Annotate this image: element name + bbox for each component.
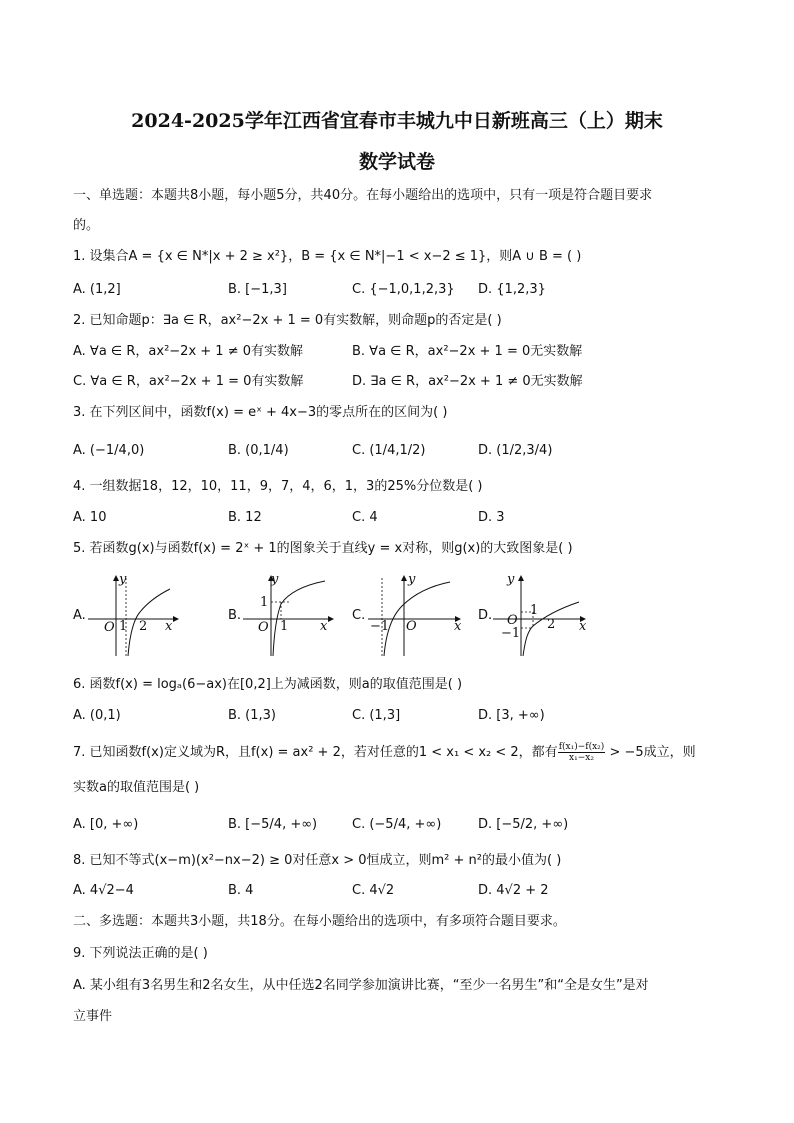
q2-option-b: B. ∀a ∈ R，ax²−2x + 1 = 0无实数解 bbox=[352, 344, 583, 359]
q5-option-d: D. bbox=[478, 608, 493, 623]
q5a-y-label: y bbox=[119, 572, 127, 587]
q5a-tick-2: 2 bbox=[139, 619, 148, 634]
q5a-tick-1: 1 bbox=[119, 619, 128, 634]
q5c-tick-neg1: −1 bbox=[370, 619, 390, 634]
q5b-x-label: x bbox=[320, 619, 328, 634]
q5d-origin: O bbox=[507, 613, 518, 628]
q9-option-a-cont: 立事件 bbox=[73, 1009, 113, 1024]
q7-option-a: A. [0, +∞) bbox=[73, 817, 139, 832]
q2-option-a: A. ∀a ∈ R，ax²−2x + 1 ≠ 0有实数解 bbox=[73, 344, 303, 359]
q7-fraction bbox=[558, 742, 606, 763]
q8-option-a: A. 4√2−4 bbox=[73, 883, 134, 898]
q3-option-a: A. (−1/4,0) bbox=[73, 443, 145, 458]
q5d-tick-x: 2 bbox=[547, 617, 556, 632]
q5-graph-c bbox=[368, 572, 468, 660]
q5-option-b: B. bbox=[228, 608, 242, 623]
q5-graph-b bbox=[243, 572, 343, 660]
q7-stem-line2: 实数a的取值范围是( ) bbox=[73, 780, 200, 795]
q5d-y-label: y bbox=[507, 572, 515, 587]
q4-option-c: C. 4 bbox=[352, 510, 378, 525]
q7-stem bbox=[73, 742, 696, 763]
q7-stem-pre: 7. 已知函数f(x)定义域为R，且f(x) = ax² + 2，若对任意的1 < x₁ < x₂ < 2，都有 bbox=[73, 745, 558, 760]
q2-option-d: D. ∃a ∈ R，ax²−2x + 1 ≠ 0无实数解 bbox=[352, 374, 583, 389]
q6-option-a: A. (0,1) bbox=[73, 708, 121, 723]
exam-subtitle: 数学试卷 bbox=[358, 151, 435, 173]
q9-stem: 9. 下列说法正确的是( ) bbox=[73, 946, 208, 961]
q8-option-c: C. 4√2 bbox=[352, 883, 395, 898]
q8-option-b: B. 4 bbox=[228, 883, 254, 898]
q6-option-d: D. [3, +∞) bbox=[478, 708, 545, 723]
q6-stem: 6. 函数f(x) = logₐ(6−ax)在[0,2]上为减函数，则a的取值范围是( ) bbox=[73, 677, 463, 692]
q5a-origin: O bbox=[104, 620, 115, 635]
section2-heading: 二、多选题：本题共3小题，共18分。在每小题给出的选项中，有多项符合题目要求。 bbox=[73, 914, 566, 929]
q1-stem: 1. 设集合A = {x ∈ N*|x + 2 ≥ x²}，B = {x ∈ N*|−1 < x−2 ≤ 1}，则A ∪ B = ( ) bbox=[73, 249, 582, 264]
q7-stem-post: > −5成立，则 bbox=[605, 745, 696, 760]
q2-stem: 2. 已知命题p：∃a ∈ R，ax²−2x + 1 = 0有实数解，则命题p的否定是( ) bbox=[73, 313, 502, 328]
q6-option-c: C. (1,3] bbox=[352, 708, 401, 723]
q3-option-d: D. (1/2,3/4) bbox=[478, 443, 553, 458]
q5d-x-label: x bbox=[579, 619, 587, 634]
q5b-tick-x: 1 bbox=[280, 619, 289, 634]
q5d-tick-y: 1 bbox=[530, 603, 539, 618]
section1-heading: 一、单选题：本题共8小题，每小题5分，共40分。在每小题给出的选项中，只有一项是符合题目要求 bbox=[73, 188, 653, 203]
q9-option-a: A. 某小组有3名男生和2名女生，从中任选2名同学参加演讲比赛，“至少一名男生”和“全是女生”是对 bbox=[73, 978, 649, 993]
q5-option-a: A. bbox=[73, 608, 86, 623]
q4-option-d: D. 3 bbox=[478, 510, 505, 525]
q6-option-b: B. (1,3) bbox=[228, 708, 277, 723]
q4-stem: 4. 一组数据18，12，10，11，9，7，4，6，1，3的25%分位数是( ) bbox=[73, 479, 483, 494]
q3-option-b: B. (0,1/4) bbox=[228, 443, 289, 458]
q5-stem: 5. 若函数g(x)与函数f(x) = 2ˣ + 1的图象关于直线y = x对称，则g(x)的大致图象是( ) bbox=[73, 541, 573, 556]
q3-stem: 3. 在下列区间中，函数f(x) = eˣ + 4x−3的零点所在的区间为( ) bbox=[73, 405, 448, 420]
q7-option-c: C. (−5/4, +∞) bbox=[352, 817, 442, 832]
q8-stem: 8. 已知不等式(x−m)(x²−nx−2) ≥ 0对任意x > 0恒成立，则m² + n²的最小值为( ) bbox=[73, 853, 562, 868]
q5c-origin: O bbox=[406, 619, 417, 634]
exam-title: 2024-2025学年江西省宜春市丰城九中日新班高三（上）期末 bbox=[131, 110, 663, 132]
q5d-tick-neg1: −1 bbox=[501, 626, 521, 641]
q7-option-b: B. [−5/4, +∞) bbox=[228, 817, 318, 832]
q1-option-b: B. [−1,3] bbox=[228, 282, 287, 297]
q4-option-a: A. 10 bbox=[73, 510, 107, 525]
q5-graph-a bbox=[88, 572, 188, 660]
q5-option-c: C. bbox=[352, 608, 366, 623]
q5b-y-label: y bbox=[271, 572, 279, 587]
q3-option-c: C. (1/4,1/2) bbox=[352, 443, 426, 458]
q7-fraction-num: f(x₁)−f(x₂) bbox=[558, 742, 605, 752]
q5c-y-label: y bbox=[408, 572, 416, 587]
q5b-origin: O bbox=[258, 620, 269, 635]
q7-fraction-den: x₁−x₂ bbox=[569, 753, 594, 763]
q5c-x-label: x bbox=[454, 619, 462, 634]
q1-option-c: C. {−1,0,1,2,3} bbox=[352, 282, 455, 297]
q2-option-c: C. ∀a ∈ R，ax²−2x + 1 = 0有实数解 bbox=[73, 374, 304, 389]
q1-option-a: A. (1,2] bbox=[73, 282, 121, 297]
q5a-x-label: x bbox=[165, 619, 173, 634]
section1-heading-cont: 的。 bbox=[73, 218, 100, 233]
q1-option-d: D. {1,2,3} bbox=[478, 282, 546, 297]
q8-option-d: D. 4√2 + 2 bbox=[478, 883, 549, 898]
q7-option-d: D. [−5/2, +∞) bbox=[478, 817, 569, 832]
q4-option-b: B. 12 bbox=[228, 510, 262, 525]
q5b-tick-y: 1 bbox=[260, 595, 269, 610]
